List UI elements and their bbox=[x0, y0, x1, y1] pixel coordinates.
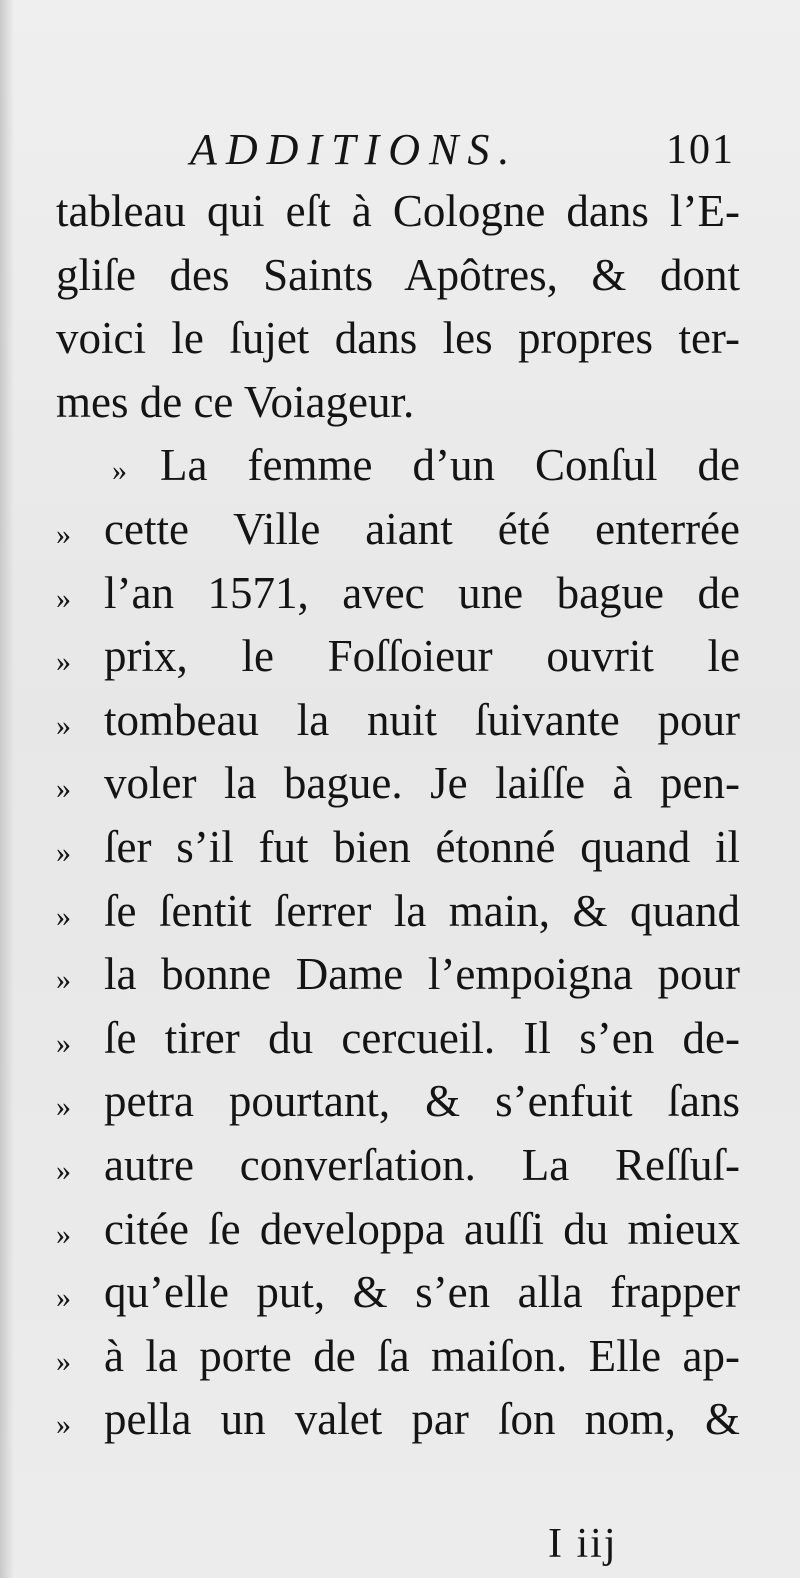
quote-mark: » bbox=[56, 772, 69, 806]
quoted-line bbox=[56, 1261, 740, 1325]
quote-mark: » bbox=[56, 1153, 69, 1187]
quoted-line bbox=[56, 1134, 740, 1198]
quote-mark: » bbox=[56, 581, 69, 615]
line-text: l’an 1571, avec une bague de bbox=[104, 567, 740, 618]
quoted-line bbox=[56, 1007, 740, 1071]
running-head bbox=[190, 122, 735, 178]
quote-mark: » bbox=[56, 1408, 69, 1442]
quoted-line bbox=[56, 1388, 740, 1452]
quote-mark: » bbox=[56, 835, 69, 869]
line-text: ſe ſentit ſerrer la main, & quand bbox=[104, 885, 740, 936]
quote-mark: » bbox=[112, 454, 125, 488]
quote-mark: » bbox=[56, 1090, 69, 1124]
line-text: qu’elle put, & s’en alla frapper bbox=[104, 1267, 740, 1318]
quoted-line bbox=[56, 434, 740, 498]
quote-mark: » bbox=[56, 1344, 69, 1378]
line-text: à la porte de ſa maiſon. Elle ap- bbox=[104, 1330, 740, 1381]
quoted-line bbox=[56, 752, 740, 816]
line-text: petra pourtant, & s’enfuit ſans bbox=[104, 1076, 740, 1127]
line-text: autre converſation. La Reſſuſ- bbox=[104, 1139, 740, 1190]
line-text: tombeau la nuit ſuivante pour bbox=[104, 694, 740, 745]
body-text bbox=[56, 180, 740, 1452]
quoted-line bbox=[56, 816, 740, 880]
line-text: prix, le Foſſoieur ouvrit le bbox=[104, 631, 740, 682]
quoted-line bbox=[56, 880, 740, 944]
quoted-line bbox=[56, 689, 740, 753]
line-text: pella un valet par ſon nom, & bbox=[104, 1394, 740, 1445]
line-text: cette Ville aiant été enterrée bbox=[104, 503, 740, 554]
text-line bbox=[56, 307, 740, 371]
quote-mark: » bbox=[56, 1026, 69, 1060]
quote-mark: » bbox=[56, 645, 69, 679]
quoted-line bbox=[56, 562, 740, 626]
line-text: gliſe des Saints Apôtres, & dont bbox=[56, 249, 740, 300]
line-text: ſer s’il fut bien étonné quand il bbox=[104, 821, 740, 872]
line-text: tableau qui eſt à Cologne dans l’E- bbox=[56, 186, 740, 236]
quote-mark: » bbox=[56, 517, 69, 551]
quoted-line bbox=[56, 1070, 740, 1134]
signature-mark: I iij bbox=[548, 1521, 618, 1567]
text-line bbox=[56, 180, 740, 244]
line-text: la bonne Dame l’empoigna pour bbox=[104, 949, 740, 1000]
quoted-line bbox=[56, 943, 740, 1007]
quoted-line bbox=[56, 498, 740, 562]
quoted-line bbox=[56, 625, 740, 689]
line-text: voler la bague. Je laiſſe à pen- bbox=[104, 758, 740, 809]
quote-mark: » bbox=[56, 708, 69, 742]
quote-mark: » bbox=[56, 963, 69, 997]
line-text: ſe tirer du cercueil. Il s’en de- bbox=[104, 1012, 740, 1063]
quote-mark: » bbox=[56, 899, 69, 933]
quoted-line bbox=[56, 1325, 740, 1389]
quote-mark: » bbox=[56, 1281, 69, 1315]
line-text: mes de ce Voiageur. bbox=[56, 376, 415, 427]
quoted-line bbox=[56, 1198, 740, 1262]
text-line bbox=[56, 371, 740, 435]
quote-mark: » bbox=[56, 1217, 69, 1251]
text-line bbox=[56, 244, 740, 308]
line-text: citée ſe developpa auſſi du mieux bbox=[104, 1203, 740, 1254]
page-number: 101 bbox=[666, 127, 735, 173]
line-text: La femme d’un Conſul de bbox=[160, 440, 740, 491]
running-title: ADDITIONS. bbox=[190, 125, 519, 174]
gutter-shadow bbox=[0, 0, 14, 1578]
line-text: voici le ſujet dans les propres ter- bbox=[56, 313, 740, 364]
